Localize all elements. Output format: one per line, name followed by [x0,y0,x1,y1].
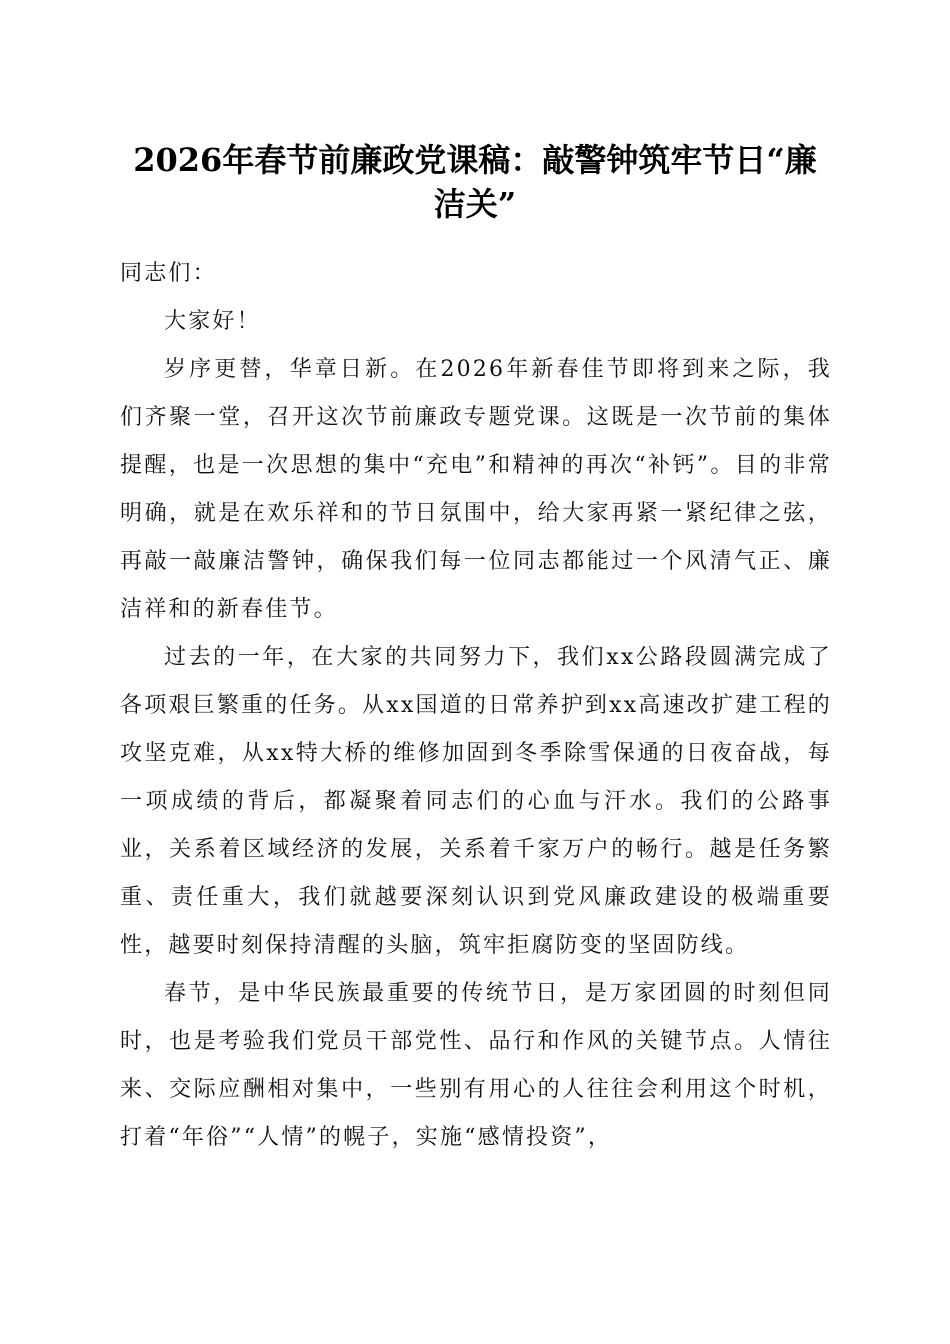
document-title: 2026年春节前廉政党课稿：敲警钟筑牢节日“廉洁关” [133,141,817,223]
paragraph-spring-festival: 春节，是中华民族最重要的传统节日，是万家团圆的时刻但同时，也是考验我们党员干部党性、品行和作风的关键节点。人情往来、交际应酬相对集中，一些别有用心的人往往会利用这个时机，打着“年俗”“人情”的幌子，实施“感情投资”， [120,981,832,1150]
paragraph-intro: 岁序更替，华章日新。在2026年新春佳节即将到来之际，我们齐聚一堂，召开这次节前廉政专题党课。这既是一次节前的集体提醒，也是一次思想的集中“充电”和精神的再次“补钙”。目的非常明确，就是在欢乐祥和的节日氛围中，给大家再紧一紧纪律之弦，再敲一敲廉洁警钟，确保我们每一位同志都能过一个风清气正、廉洁祥和的新春佳节。 [120,357,832,622]
salutation: 同志们： [120,261,217,286]
paragraph-greeting: 大家好！ [164,309,261,334]
document-body [120,250,832,1162]
paragraph-past-year: 过去的一年，在大家的共同努力下，我们xx公路段圆满完成了各项艰巨繁重的任务。从xx国道的日常养护到xx高速改扩建工程的攻坚克难，从xx特大桥的维修加固到冬季除雪保通的日夜奋战，每一项成绩的背后，都凝聚着同志们的心血与汗水。我们的公路事业，关系着区域经济的发展，关系着千家万户的畅行。越是任务繁重、责任重大，我们就越要深刻认识到党风廉政建设的极端重要性，越要时刻保持清醒的头脑，筑牢拒腐防变的坚固防线。 [120,645,832,958]
